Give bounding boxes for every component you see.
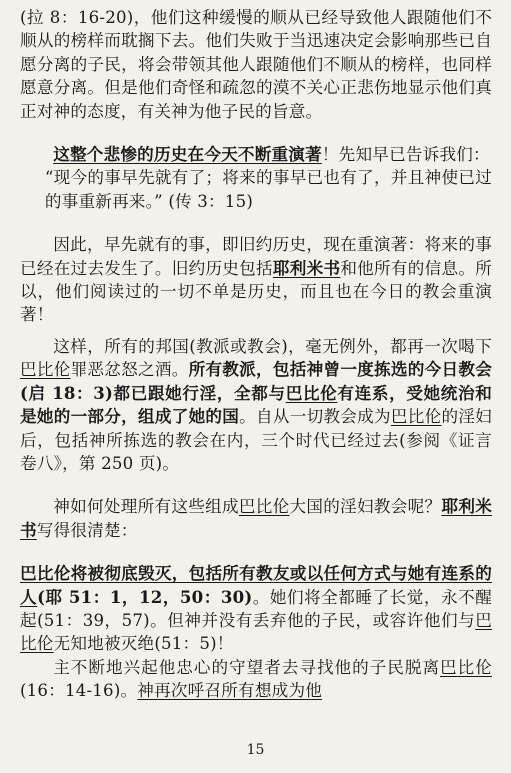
underlined-passage: 神再次呼召所有想成为他	[137, 681, 323, 701]
paragraph-1: (拉 8：16-20)，他们这种缓慢的顺从已经导致他人跟随他们不顺从的榜样而耽搁下去。他们失败于当迅速决定会影响那些已自愿分离的子民，将会带领其他人跟随他们不顺从的榜样，也同样愿意分离。但是他们奇怪和疏忽的漠不关心正悲伤地显示他们真正对神的态度，有关神为他子民的旨意。	[20, 8, 492, 121]
babylon-term: 巴比伦	[20, 360, 71, 380]
bold-passage: 所有教派，包括神曾一度拣选的今日教会(启 18：3)都已跟她行淫，全都与	[20, 359, 492, 403]
bold-passage: 有连系，受她统治和是她的一部分，组成了她的国	[20, 382, 492, 427]
paragraph-3: 因此，早先就有的事，即旧约历史，现在重演著：将来的事已经在过去发生了。旧约历史包括耶利米书和他所有的信息。所以，他们阅读过的一切不单是历史，而且也在今日的教会重演著！	[20, 235, 492, 325]
book-name-jeremiah: 耶利米书	[20, 496, 492, 540]
scripture-quote: “现今的事早先就有了；将来的事早已也有了，并且神使已过的事重新再来。” (传 3：15)	[44, 168, 492, 211]
paragraph-2: 这整个悲惨的历史在今天不断重演著！先知早已告诉我们：	[53, 144, 490, 165]
scripture-reference: (传 3：15)	[162, 191, 254, 211]
babylon-term: 巴比伦	[285, 382, 338, 403]
paragraph-7: 主不断地兴起他忠心的守望者去寻找他的子民脱离巴比伦(16：14-16)。神再次呼召所有想成为他	[20, 657, 492, 701]
babylon-term: 巴比伦	[20, 610, 492, 654]
paragraph-6: 巴比伦将被彻底毁灭，包括所有教友或以任何方式与她有连系的人(耶 51：1，12，50：30)。她们将全都睡了长觉，永不醒起(51：39，57)。但神并没有丢弃他的子民，或容许他们与巴比伦无知地被灭绝(51：5)！	[20, 563, 492, 654]
book-name-jeremiah: 耶利米书	[272, 257, 341, 278]
babylon-term: 巴比伦	[238, 497, 290, 517]
paragraph-4: 这样，所有的邦国(教派或教会)，毫无例外，都再一次喝下巴比伦罪恶忿怒之酒。所有教派，包括神曾一度拣选的今日教会(启 18：3)都已跟她行淫，全都与巴比伦有连系，受她统治和是她的一部分，组成了她的国。自从一切教会成为巴比伦的淫妇后，包括神所拣选的教会在内，三个时代已经过去(参阅《证言卷八》，第 250 页)。	[20, 336, 492, 473]
scripture-reference: (耶 51：1，12，50：30)	[37, 586, 253, 607]
paragraph-5: 神如何处理所有这些组成巴比伦大国的淫妇教会呢？耶利米书写得很清楚：	[20, 496, 492, 540]
page-number: 15	[246, 742, 265, 758]
emphasis-heading: 这整个悲惨的历史在今天不断重演著	[53, 144, 322, 165]
babylon-term: 巴比伦	[440, 657, 492, 677]
bold-underlined-passage: 巴比伦将被彻底毁灭，包括所有教友或以任何方式与她有连系的人	[20, 563, 492, 607]
document-body	[20, 6, 492, 703]
babylon-term: 巴比伦	[390, 407, 442, 427]
